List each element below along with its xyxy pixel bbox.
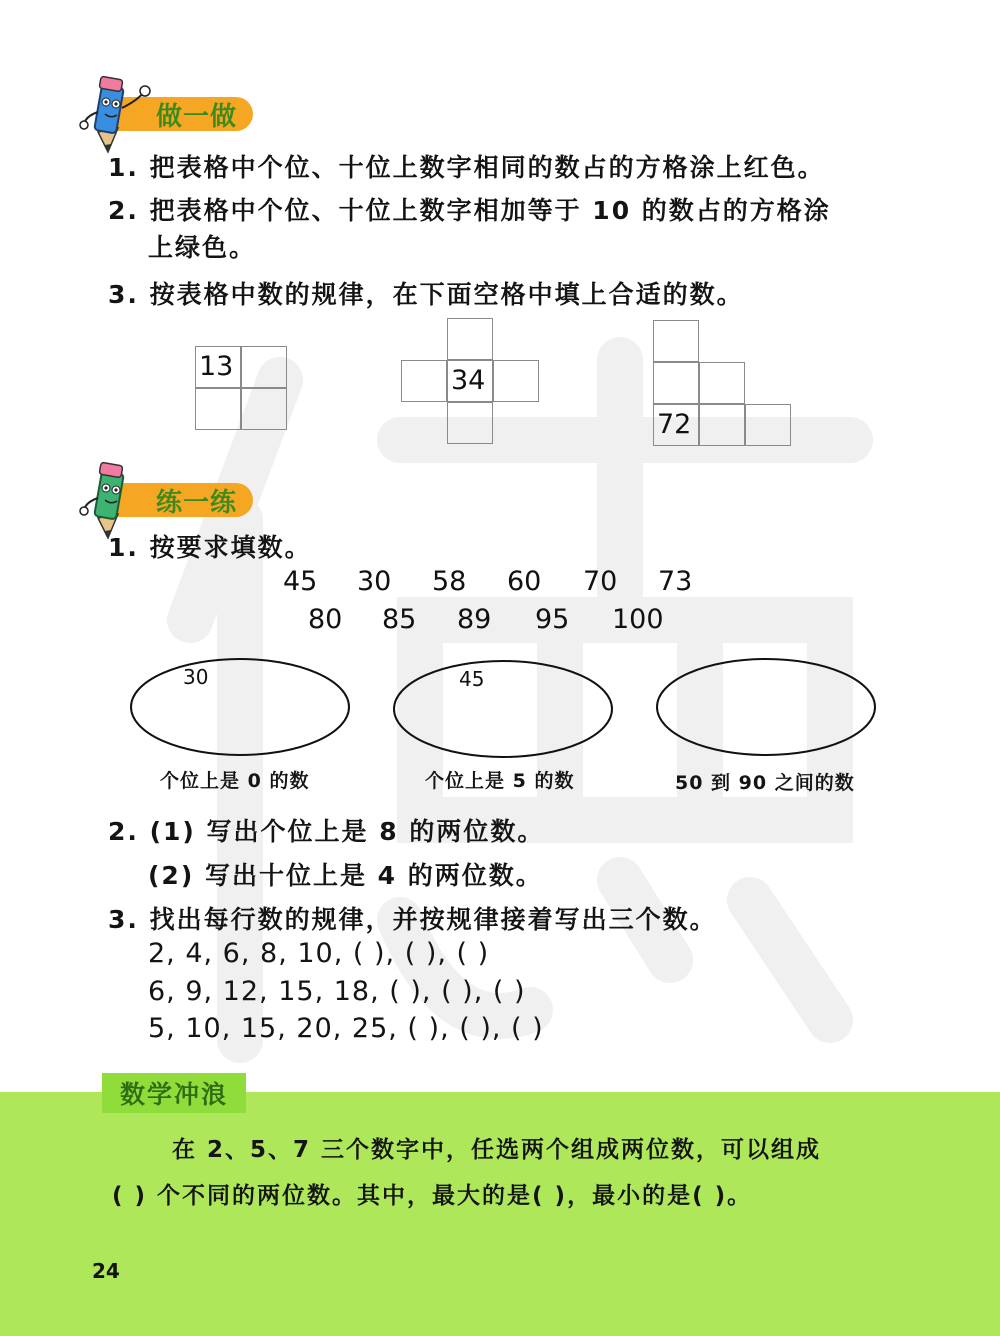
sequence-row-2[interactable]: 6, 9, 12, 15, 18, ( ), ( ), ( ) xyxy=(148,976,526,1007)
badge-label: 练一练 xyxy=(112,483,253,517)
instruction-1: 1. 把表格中个位、十位上数字相同的数占的方格涂上红色。 xyxy=(108,153,825,182)
pencil-mascot-icon xyxy=(78,72,158,160)
instruction-2-continued: 上绿色。 xyxy=(148,233,257,262)
question-2-part-2: (2) 写出十位上是 4 的两位数。 xyxy=(148,861,543,890)
grid-cell-blank[interactable] xyxy=(241,346,287,388)
grid-cell-blank[interactable] xyxy=(401,360,447,402)
challenge-line-1: 在 2、5、7 三个数字中，任选两个组成两位数，可以组成 xyxy=(172,1137,822,1163)
grid-cell-blank[interactable] xyxy=(447,402,493,444)
grid-cell-given: 72 xyxy=(653,404,699,446)
number-item: 89 xyxy=(457,604,492,635)
oval-ones-five[interactable] xyxy=(391,657,617,763)
grid-cell-blank[interactable] xyxy=(745,404,791,446)
number-item: 100 xyxy=(612,604,664,635)
grid-cell-blank[interactable] xyxy=(699,362,745,404)
oval-label: 个位上是 0 的数 xyxy=(160,770,310,792)
sequence-row-3[interactable]: 5, 10, 15, 20, 25, ( ), ( ), ( ) xyxy=(148,1013,544,1044)
number-item: 95 xyxy=(535,604,570,635)
oval-ones-zero[interactable] xyxy=(128,655,354,761)
challenge-title: 数学冲浪 xyxy=(102,1073,246,1113)
number-item: 80 xyxy=(308,604,343,635)
number-item: 58 xyxy=(432,566,467,597)
grid-cell-blank[interactable] xyxy=(699,404,745,446)
question-3: 3. 找出每行数的规律，并按规律接着写出三个数。 xyxy=(108,905,717,934)
badge-lian-yi-lian xyxy=(78,480,253,520)
grid-cell-given: 34 xyxy=(447,360,493,402)
oval-label: 50 到 90 之间的数 xyxy=(675,772,855,794)
number-item: 73 xyxy=(658,566,693,597)
oval-value: 30 xyxy=(183,665,209,689)
grid-cell-blank[interactable] xyxy=(241,388,287,430)
challenge-background xyxy=(0,1092,1000,1336)
instruction-2: 2. 把表格中个位、十位上数字相加等于 10 的数占的方格涂 xyxy=(108,196,831,225)
grid-cell-blank[interactable] xyxy=(653,320,699,362)
question-2-part-1: 2. (1) 写出个位上是 8 的两位数。 xyxy=(108,817,545,846)
grid-cell-blank[interactable] xyxy=(653,362,699,404)
grid-cell-blank[interactable] xyxy=(447,318,493,360)
number-item: 45 xyxy=(283,566,318,597)
grid-cell-blank[interactable] xyxy=(195,388,241,430)
instruction-3: 3. 按表格中数的规律，在下面空格中填上合适的数。 xyxy=(108,280,744,309)
question-1: 1. 按要求填数。 xyxy=(108,533,312,562)
oval-label: 个位上是 5 的数 xyxy=(425,770,575,792)
number-item: 85 xyxy=(382,604,417,635)
number-item: 60 xyxy=(507,566,542,597)
number-item: 30 xyxy=(357,566,392,597)
grid-cell-blank[interactable] xyxy=(493,360,539,402)
sequence-row-1[interactable]: 2, 4, 6, 8, 10, ( ), ( ), ( ) xyxy=(148,938,490,969)
badge-zuo-yi-zuo xyxy=(78,94,253,134)
challenge-line-2[interactable]: ( ) 个不同的两位数。其中，最大的是( )，最小的是( )。 xyxy=(112,1183,753,1209)
number-item: 70 xyxy=(583,566,618,597)
oval-value: 45 xyxy=(459,667,485,691)
grid-cell-given: 13 xyxy=(195,346,241,388)
oval-fifty-to-ninety[interactable] xyxy=(654,655,880,761)
page-number: 24 xyxy=(92,1259,120,1283)
badge-label: 做一做 xyxy=(112,97,253,131)
